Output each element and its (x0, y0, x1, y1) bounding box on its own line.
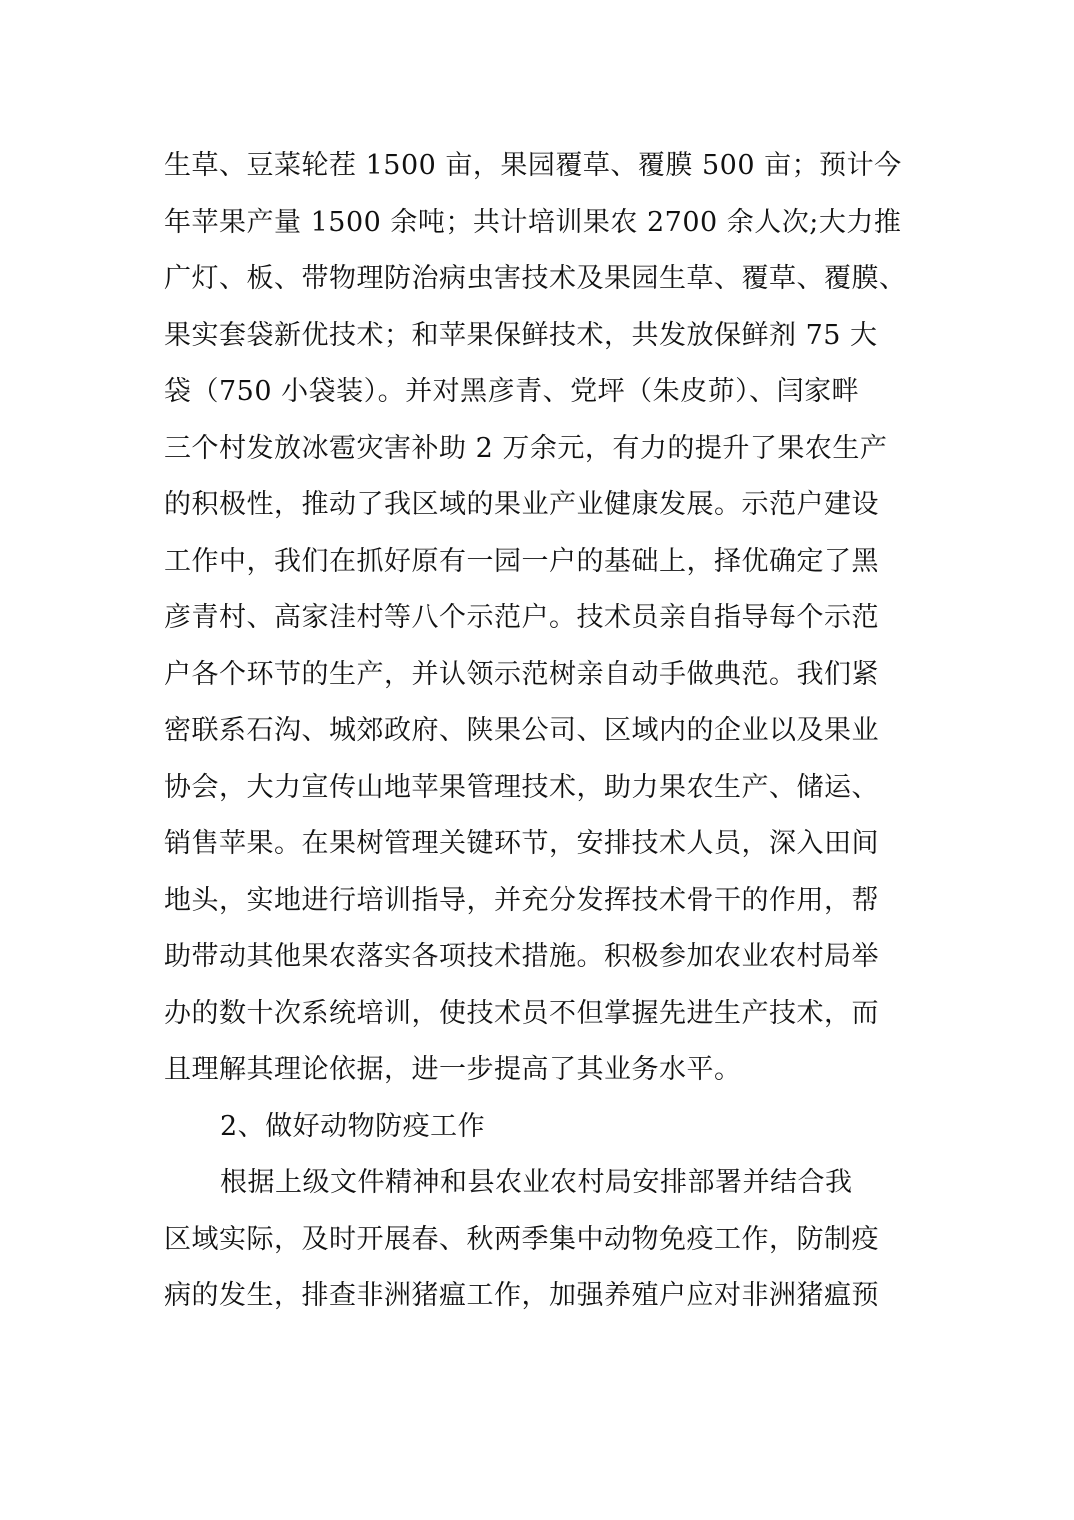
body-text (164, 138, 924, 1325)
section-heading: 2、做好动物防疫工作 (220, 1110, 486, 1142)
text-line: 办的数十次系统培训，使技术员不但掌握先进生产技术，而 (164, 997, 879, 1029)
text-line: 生草、豆菜轮茬 1500 亩，果园覆草、覆膜 500 亩；预计今 (164, 150, 902, 181)
text-line: 户各个环节的生产，并认领示范树亲自动手做典范。我们紧 (164, 658, 879, 690)
text-line: 根据上级文件精神和县农业农村局安排部署并结合我 (220, 1167, 853, 1198)
text-line: 病的发生，排查非洲猪瘟工作，加强养殖户应对非洲猪瘟预 (164, 1280, 879, 1311)
text-line: 协会，大力宣传山地苹果管理技术，助力果农生产、储运、 (164, 771, 879, 803)
text-line: 果实套袋新优技术；和苹果保鲜技术，共发放保鲜剂 75 大 (164, 319, 878, 351)
text-line: 区域实际，及时开展春、秋两季集中动物免疫工作，防制疫 (164, 1223, 879, 1255)
text-line: 工作中，我们在抓好原有一园一户的基础上，择优确定了黑 (164, 545, 879, 577)
text-line: 密联系石沟、城郊政府、陕果公司、区域内的企业以及果业 (164, 715, 879, 746)
text-line: 三个村发放冰雹灾害补助 2 万余元，有力的提升了果农生产 (164, 432, 888, 464)
text-line: 销售苹果。在果树管理关键环节，安排技术人员，深入田间 (164, 828, 879, 859)
text-line: 彦青村、高家洼村等八个示范户。技术员亲自指导每个示范 (164, 602, 879, 633)
text-line: 助带动其他果农落实各项技术措施。积极参加农业农村局举 (164, 941, 879, 972)
text-line: 广灯、板、带物理防治病虫害技术及果园生草、覆草、覆膜、 (164, 263, 907, 294)
text-line: 的积极性，推动了我区域的果业产业健康发展。示范户建设 (164, 489, 879, 520)
text-line: 地头，实地进行培训指导，并充分发挥技术骨干的作用，帮 (164, 884, 879, 916)
text-line: 年苹果产量 1500 余吨；共计培训果农 2700 余人次;大力推 (164, 206, 902, 238)
text-line: 且理解其理论依据，进一步提高了其业务水平。 (164, 1054, 742, 1085)
text-line: 袋（750 小袋装）。并对黑彦青、党坪（朱皮茆）、闫家畔 (164, 376, 860, 407)
